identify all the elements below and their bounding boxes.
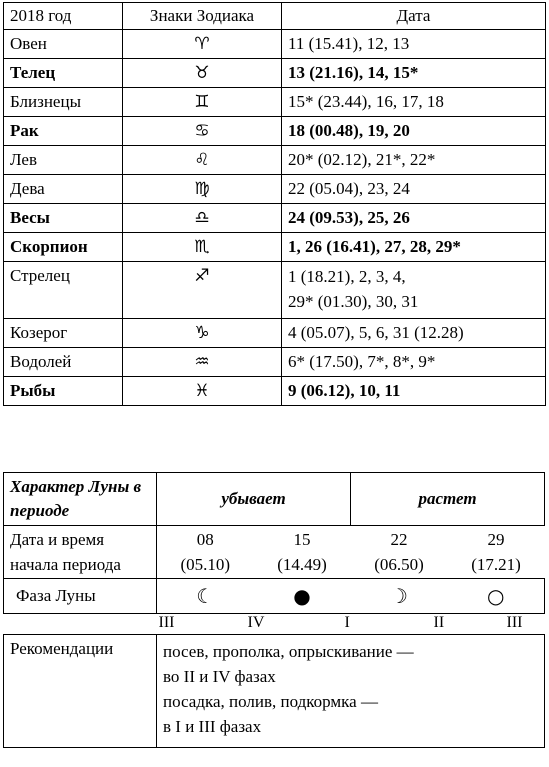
recommendation-line: посев, прополка, опрыскивание — xyxy=(163,642,414,661)
header-date: Дата xyxy=(282,3,546,30)
zodiac-name: Близнецы xyxy=(4,88,123,117)
zodiac-dates: 11 (15.41), 12, 13 xyxy=(282,30,546,59)
zodiac-dates: 18 (00.48), 19, 20 xyxy=(282,117,546,146)
period-date: 22 xyxy=(390,530,408,549)
table-row xyxy=(4,117,546,146)
zodiac-dates: 22 (05.04), 23, 24 xyxy=(282,175,546,204)
zodiac-sign-icon: ♏ xyxy=(123,233,282,262)
zodiac-sign-icon: ♊ xyxy=(123,88,282,117)
zodiac-dates: 9 (06.12), 10, 11 xyxy=(282,377,546,406)
period-time: (17.21) xyxy=(471,555,521,574)
zodiac-sign-icon: ♑ xyxy=(123,319,282,348)
table-header-row xyxy=(4,3,546,30)
table-row xyxy=(4,88,546,117)
header-signs: Знаки Зодиака xyxy=(123,3,282,30)
header-year: 2018 год xyxy=(4,3,123,30)
period-date: 08 xyxy=(196,530,214,549)
zodiac-sign-icon: ♌ xyxy=(123,146,282,175)
zodiac-dates: 1, 26 (16.41), 27, 28, 29* xyxy=(282,233,546,262)
table-row xyxy=(4,175,546,204)
zodiac-dates: 24 (09.53), 25, 26 xyxy=(282,204,546,233)
zodiac-name: Рыбы xyxy=(4,377,123,406)
zodiac-name: Рак xyxy=(4,117,123,146)
zodiac-name: Скорпион xyxy=(4,233,123,262)
recommendation-line: посадка, полив, подкормка — xyxy=(163,692,378,711)
zodiac-name: Водолей xyxy=(4,348,123,377)
period-cell xyxy=(448,526,545,579)
zodiac-dates: 20* (02.12), 21*, 22* xyxy=(282,146,546,175)
phase-row xyxy=(4,579,545,614)
zodiac-table xyxy=(3,2,546,406)
waning-crescent-icon: ☾ xyxy=(157,579,254,614)
phase-number: I xyxy=(344,614,350,631)
table-row xyxy=(4,59,546,88)
table-row xyxy=(4,377,546,406)
zodiac-sign-icon: ♈ xyxy=(123,30,282,59)
period-cell xyxy=(254,526,351,579)
period-date: 29 xyxy=(487,530,505,549)
phase-number: II xyxy=(433,614,445,631)
period-row xyxy=(4,526,545,579)
period-time: (14.49) xyxy=(277,555,327,574)
phase-number-cell xyxy=(4,614,545,635)
period-time: (06.50) xyxy=(374,555,424,574)
zodiac-name: Лев xyxy=(4,146,123,175)
zodiac-name: Овен xyxy=(4,30,123,59)
period-label: Дата и время начала периода xyxy=(4,526,157,579)
phase-number: III xyxy=(506,614,523,631)
zodiac-sign-icon: ♓ xyxy=(123,377,282,406)
waxing-crescent-icon: ☽ xyxy=(351,579,448,614)
zodiac-name: Дева xyxy=(4,175,123,204)
zodiac-sign-icon: ♎ xyxy=(123,204,282,233)
full-moon-icon: ○ xyxy=(448,579,545,614)
table-row xyxy=(4,319,546,348)
table-row xyxy=(4,348,546,377)
zodiac-dates: 15* (23.44), 16, 17, 18 xyxy=(282,88,546,117)
phase-number-strip xyxy=(4,614,545,634)
moon-table xyxy=(3,472,545,748)
table-row xyxy=(4,146,546,175)
phase-number: IV xyxy=(247,614,265,631)
period-date: 15 xyxy=(293,530,311,549)
zodiac-name: Весы xyxy=(4,204,123,233)
table-row xyxy=(4,262,546,319)
zodiac-name: Стрелец xyxy=(4,262,123,319)
zodiac-dates: 13 (21.16), 14, 15* xyxy=(282,59,546,88)
recommendation-line: во II и IV фазах xyxy=(163,667,276,686)
recommendation-line: в I и III фазах xyxy=(163,717,262,736)
moon-character-row xyxy=(4,473,545,526)
zodiac-sign-icon: ♒ xyxy=(123,348,282,377)
recommendations-row xyxy=(4,635,545,748)
phase-number-row xyxy=(4,614,545,635)
period-cell xyxy=(351,526,448,579)
zodiac-name: Козерог xyxy=(4,319,123,348)
zodiac-sign-icon: ♐ xyxy=(123,262,282,319)
phase-label: Фаза Луны xyxy=(4,579,157,614)
zodiac-sign-icon: ♋ xyxy=(123,117,282,146)
table-row xyxy=(4,204,546,233)
zodiac-name: Телец xyxy=(4,59,123,88)
moon-character-label: Характер Луны в периоде xyxy=(4,473,157,526)
zodiac-sign-icon: ♉ xyxy=(123,59,282,88)
phase-number: III xyxy=(158,614,175,631)
zodiac-dates: 4 (05.07), 5, 6, 31 (12.28) xyxy=(282,319,546,348)
new-moon-icon: ● xyxy=(254,579,351,614)
zodiac-sign-icon: ♍ xyxy=(123,175,282,204)
zodiac-dates xyxy=(282,262,546,319)
zodiac-dates-line: 29* (01.30), 30, 31 xyxy=(288,292,419,311)
recommendations-text xyxy=(157,635,545,748)
recommendations-label: Рекомендации xyxy=(4,635,157,748)
waxing-label: растет xyxy=(351,473,545,526)
period-time: (05.10) xyxy=(180,555,231,574)
table-row xyxy=(4,233,546,262)
table-row xyxy=(4,30,546,59)
zodiac-dates: 6* (17.50), 7*, 8*, 9* xyxy=(282,348,546,377)
waning-label: убывает xyxy=(157,473,351,526)
zodiac-dates-line: 1 (18.21), 2, 3, 4, xyxy=(288,267,406,286)
period-cell xyxy=(157,526,254,579)
